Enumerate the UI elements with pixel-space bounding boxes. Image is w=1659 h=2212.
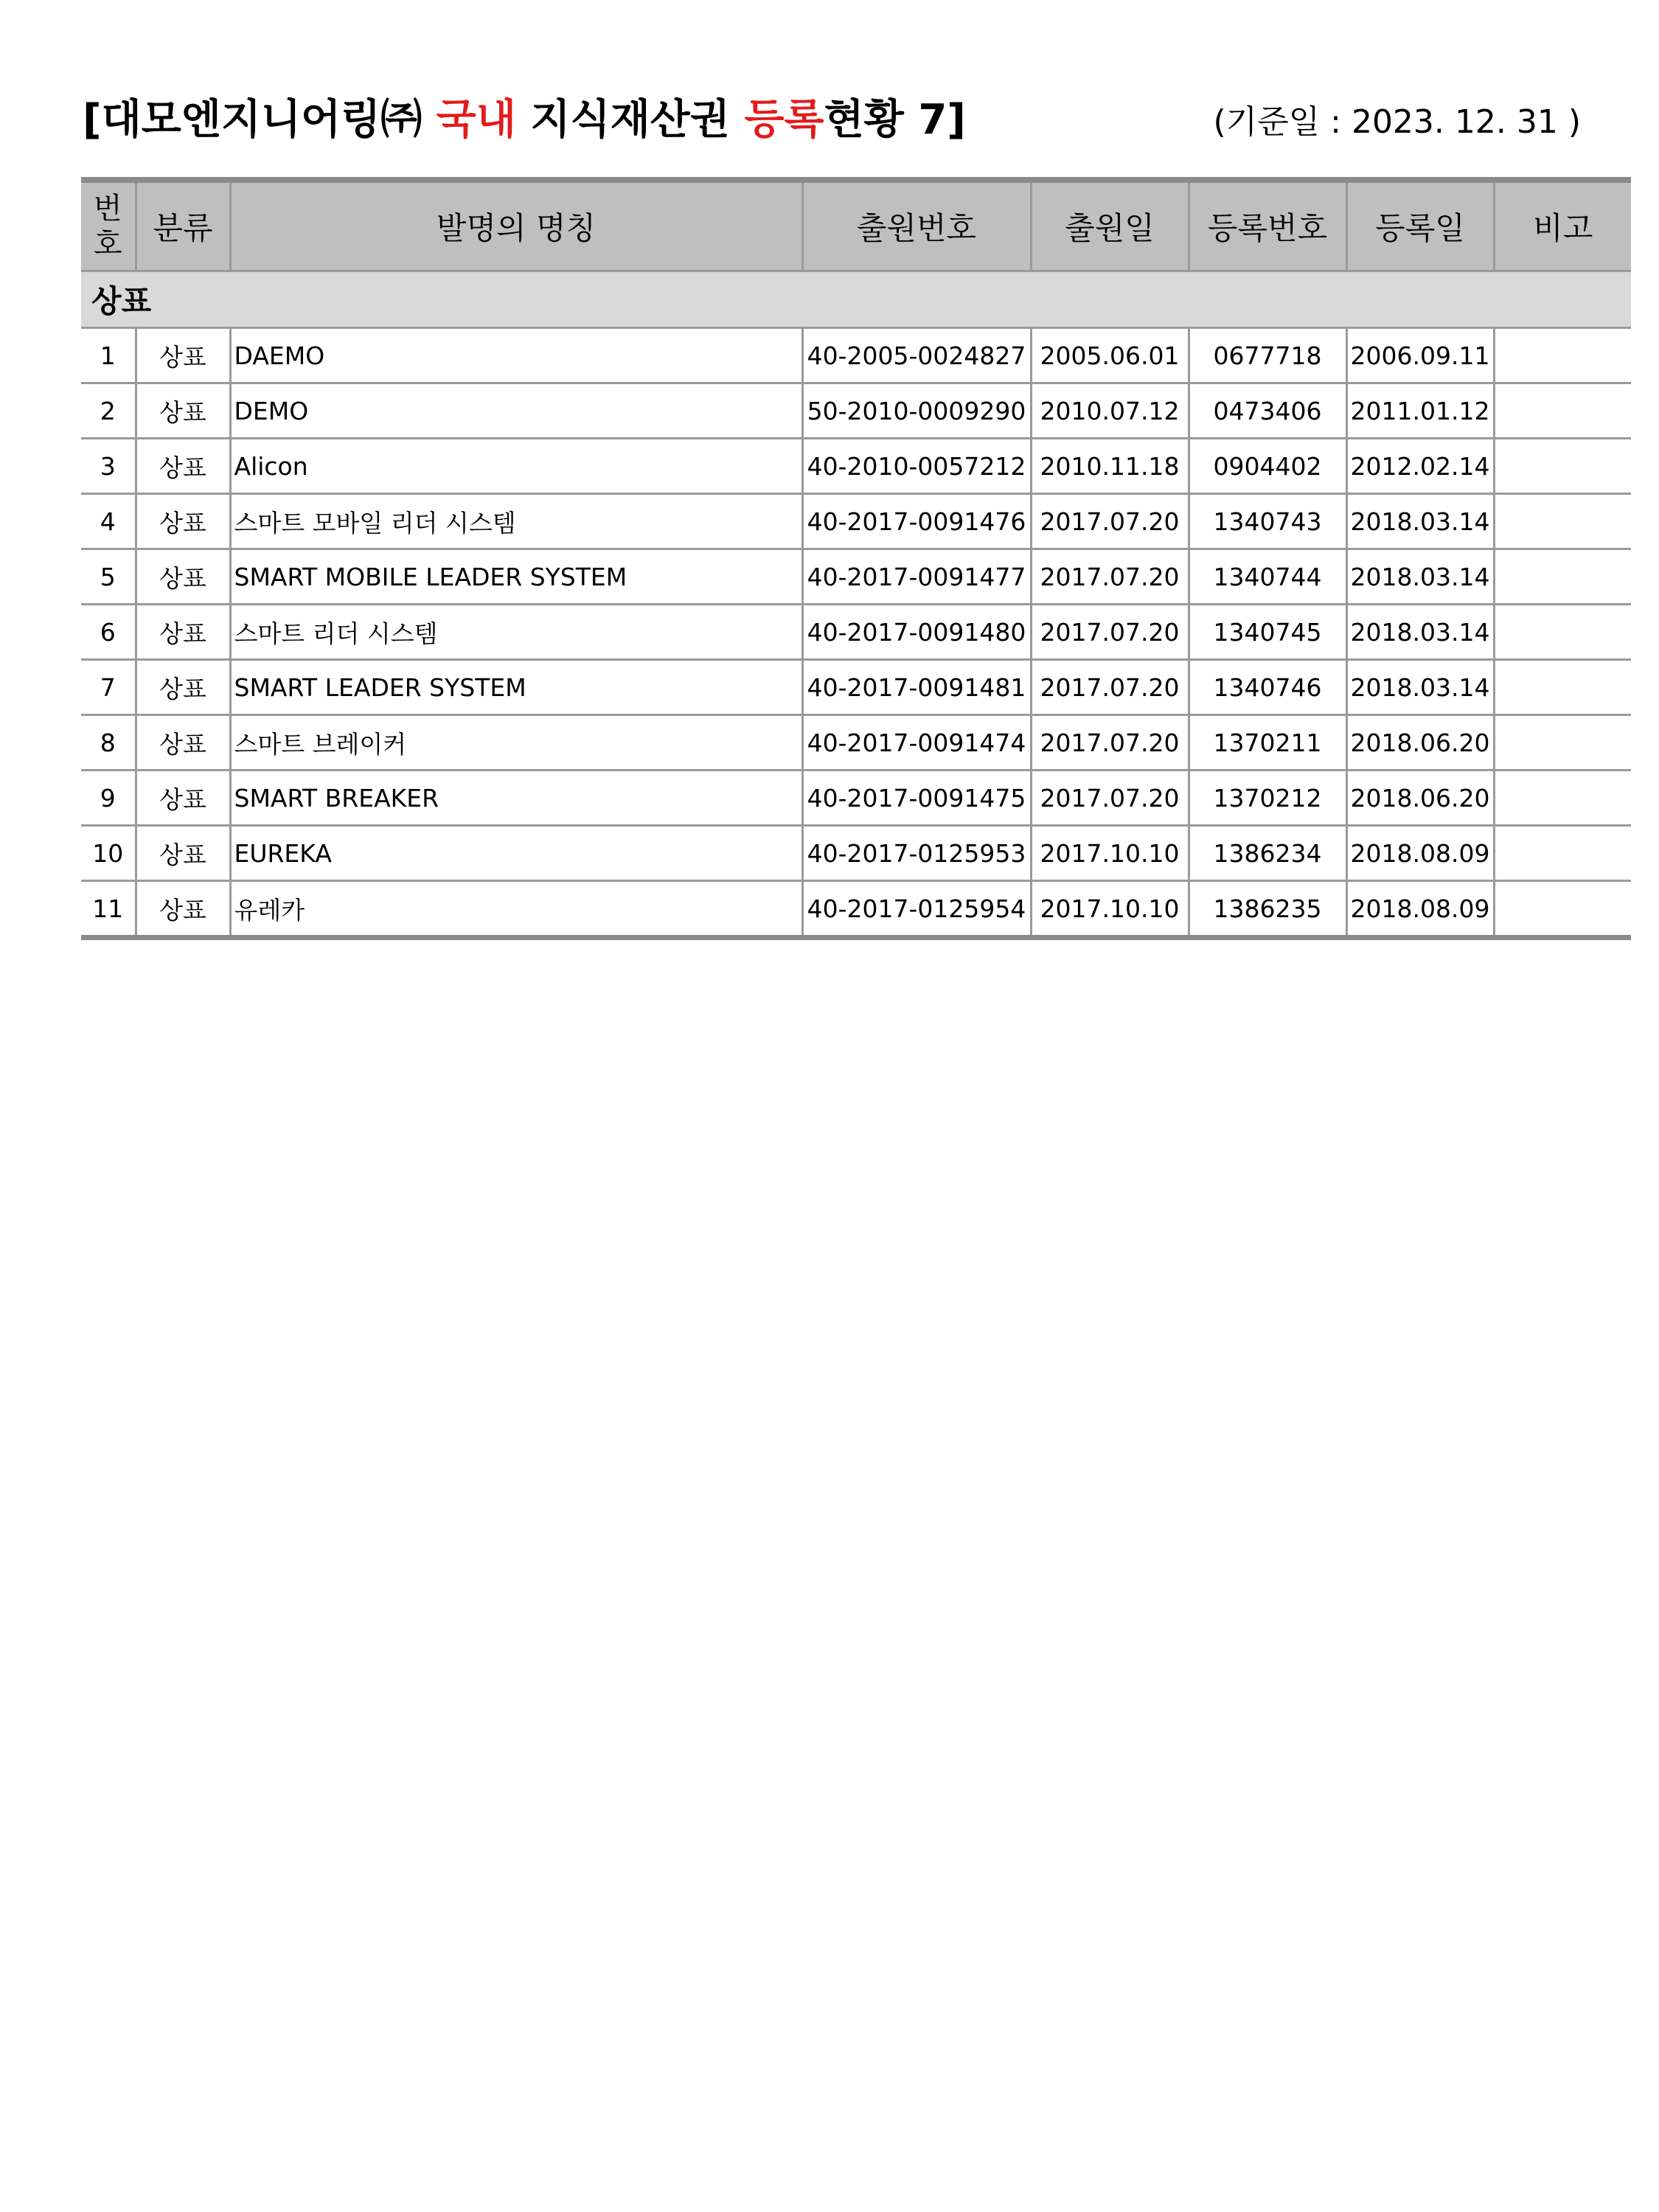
cell-registration-no: 1386234 <box>1189 826 1346 881</box>
cell-registration-no: 1370211 <box>1189 715 1346 771</box>
cell-category: 상표 <box>136 771 230 826</box>
cell-remarks <box>1494 605 1631 660</box>
cell-application-no: 40-2010-0057212 <box>802 439 1031 494</box>
cell-category: 상표 <box>136 660 230 715</box>
header-no-line2: 호 <box>93 227 122 261</box>
cell-application-date: 2010.07.12 <box>1031 383 1189 439</box>
table-row <box>81 549 1631 605</box>
cell-no: 6 <box>81 605 136 660</box>
title-ip: 지식재산권 <box>515 96 745 144</box>
cell-application-date: 2017.07.20 <box>1031 715 1189 771</box>
cell-name: SMART LEADER SYSTEM <box>230 660 802 715</box>
table-row <box>81 383 1631 439</box>
cell-name: 스마트 브레이커 <box>230 715 802 771</box>
header-row <box>81 180 1631 271</box>
section-label: 상표 <box>81 271 1631 328</box>
cell-remarks <box>1494 881 1631 938</box>
cell-application-date: 2017.07.20 <box>1031 549 1189 605</box>
cell-application-no: 40-2017-0091481 <box>802 660 1031 715</box>
cell-registration-date: 2018.06.20 <box>1346 715 1494 771</box>
header-name: 발명의 명칭 <box>230 180 802 271</box>
cell-no: 3 <box>81 439 136 494</box>
cell-name: 유레카 <box>230 881 802 938</box>
cell-application-no: 40-2017-0125953 <box>802 826 1031 881</box>
cell-remarks <box>1494 494 1631 549</box>
cell-registration-date: 2018.03.14 <box>1346 605 1494 660</box>
table-row <box>81 826 1631 881</box>
cell-name: EUREKA <box>230 826 802 881</box>
cell-application-date: 2005.06.01 <box>1031 328 1189 383</box>
title-suffix: 현황 7] <box>824 96 966 144</box>
cell-registration-date: 2018.03.14 <box>1346 660 1494 715</box>
cell-application-no: 40-2017-0125954 <box>802 881 1031 938</box>
cell-registration-no: 1340745 <box>1189 605 1346 660</box>
cell-category: 상표 <box>136 715 230 771</box>
cell-registration-no: 1340743 <box>1189 494 1346 549</box>
cell-no: 8 <box>81 715 136 771</box>
cell-no: 9 <box>81 771 136 826</box>
cell-registration-no: 1340746 <box>1189 660 1346 715</box>
cell-remarks <box>1494 715 1631 771</box>
cell-registration-date: 2018.08.09 <box>1346 881 1494 938</box>
header-application-no: 출원번호 <box>802 180 1031 271</box>
cell-remarks <box>1494 383 1631 439</box>
basis-date: (기준일 : 2023. 12. 31 ) <box>1213 103 1581 141</box>
cell-no: 10 <box>81 826 136 881</box>
page-title <box>83 94 966 146</box>
cell-no: 7 <box>81 660 136 715</box>
cell-application-no: 40-2017-0091477 <box>802 549 1031 605</box>
table-row <box>81 328 1631 383</box>
cell-name: 스마트 모바일 리더 시스템 <box>230 494 802 549</box>
cell-application-date: 2017.10.10 <box>1031 881 1189 938</box>
cell-registration-no: 0904402 <box>1189 439 1346 494</box>
cell-registration-date: 2006.09.11 <box>1346 328 1494 383</box>
cell-remarks <box>1494 771 1631 826</box>
table-row <box>81 439 1631 494</box>
cell-registration-date: 2018.03.14 <box>1346 549 1494 605</box>
cell-registration-date: 2018.06.20 <box>1346 771 1494 826</box>
cell-application-no: 40-2017-0091480 <box>802 605 1031 660</box>
cell-category: 상표 <box>136 383 230 439</box>
header-application-date: 출원일 <box>1031 180 1189 271</box>
cell-remarks <box>1494 660 1631 715</box>
cell-registration-date: 2018.08.09 <box>1346 826 1494 881</box>
cell-application-no: 40-2017-0091475 <box>802 771 1031 826</box>
cell-application-date: 2017.07.20 <box>1031 660 1189 715</box>
title-domestic-highlight: 국내 <box>436 96 516 144</box>
cell-name: DEMO <box>230 383 802 439</box>
cell-no: 11 <box>81 881 136 938</box>
cell-name: 스마트 리더 시스템 <box>230 605 802 660</box>
cell-application-no: 50-2010-0009290 <box>802 383 1031 439</box>
registration-table <box>81 177 1631 940</box>
table-row <box>81 771 1631 826</box>
cell-registration-no: 0677718 <box>1189 328 1346 383</box>
cell-application-date: 2017.07.20 <box>1031 494 1189 549</box>
title-registration-highlight: 등록 <box>744 96 824 144</box>
cell-no: 1 <box>81 328 136 383</box>
cell-category: 상표 <box>136 439 230 494</box>
cell-application-no: 40-2017-0091476 <box>802 494 1031 549</box>
cell-registration-no: 0473406 <box>1189 383 1346 439</box>
cell-name: SMART BREAKER <box>230 771 802 826</box>
cell-registration-date: 2011.01.12 <box>1346 383 1494 439</box>
cell-registration-no: 1370212 <box>1189 771 1346 826</box>
cell-category: 상표 <box>136 494 230 549</box>
cell-application-date: 2010.11.18 <box>1031 439 1189 494</box>
header-no-line1: 번 <box>93 192 122 226</box>
cell-application-date: 2017.07.20 <box>1031 605 1189 660</box>
cell-no: 2 <box>81 383 136 439</box>
header-remarks: 비고 <box>1494 180 1631 271</box>
cell-remarks <box>1494 328 1631 383</box>
table-row <box>81 715 1631 771</box>
table-row <box>81 660 1631 715</box>
header-registration-no: 등록번호 <box>1189 180 1346 271</box>
cell-registration-date: 2012.02.14 <box>1346 439 1494 494</box>
cell-application-date: 2017.07.20 <box>1031 771 1189 826</box>
header-registration-date: 등록일 <box>1346 180 1494 271</box>
cell-no: 5 <box>81 549 136 605</box>
table-body <box>81 271 1631 938</box>
header-category: 분류 <box>136 180 230 271</box>
cell-remarks <box>1494 826 1631 881</box>
section-row <box>81 271 1631 328</box>
cell-name: SMART MOBILE LEADER SYSTEM <box>230 549 802 605</box>
cell-registration-no: 1340744 <box>1189 549 1346 605</box>
cell-category: 상표 <box>136 328 230 383</box>
cell-name: DAEMO <box>230 328 802 383</box>
table-row <box>81 494 1631 549</box>
title-prefix: [대모엔지니어링㈜ <box>83 96 437 144</box>
cell-category: 상표 <box>136 881 230 938</box>
cell-registration-no: 1386235 <box>1189 881 1346 938</box>
cell-category: 상표 <box>136 605 230 660</box>
cell-application-no: 40-2017-0091474 <box>802 715 1031 771</box>
cell-no: 4 <box>81 494 136 549</box>
table-row <box>81 881 1631 938</box>
cell-category: 상표 <box>136 826 230 881</box>
table-row <box>81 605 1631 660</box>
cell-category: 상표 <box>136 549 230 605</box>
cell-name: Alicon <box>230 439 802 494</box>
header-no <box>81 180 136 271</box>
cell-remarks <box>1494 549 1631 605</box>
cell-application-no: 40-2005-0024827 <box>802 328 1031 383</box>
cell-application-date: 2017.10.10 <box>1031 826 1189 881</box>
cell-registration-date: 2018.03.14 <box>1346 494 1494 549</box>
cell-remarks <box>1494 439 1631 494</box>
